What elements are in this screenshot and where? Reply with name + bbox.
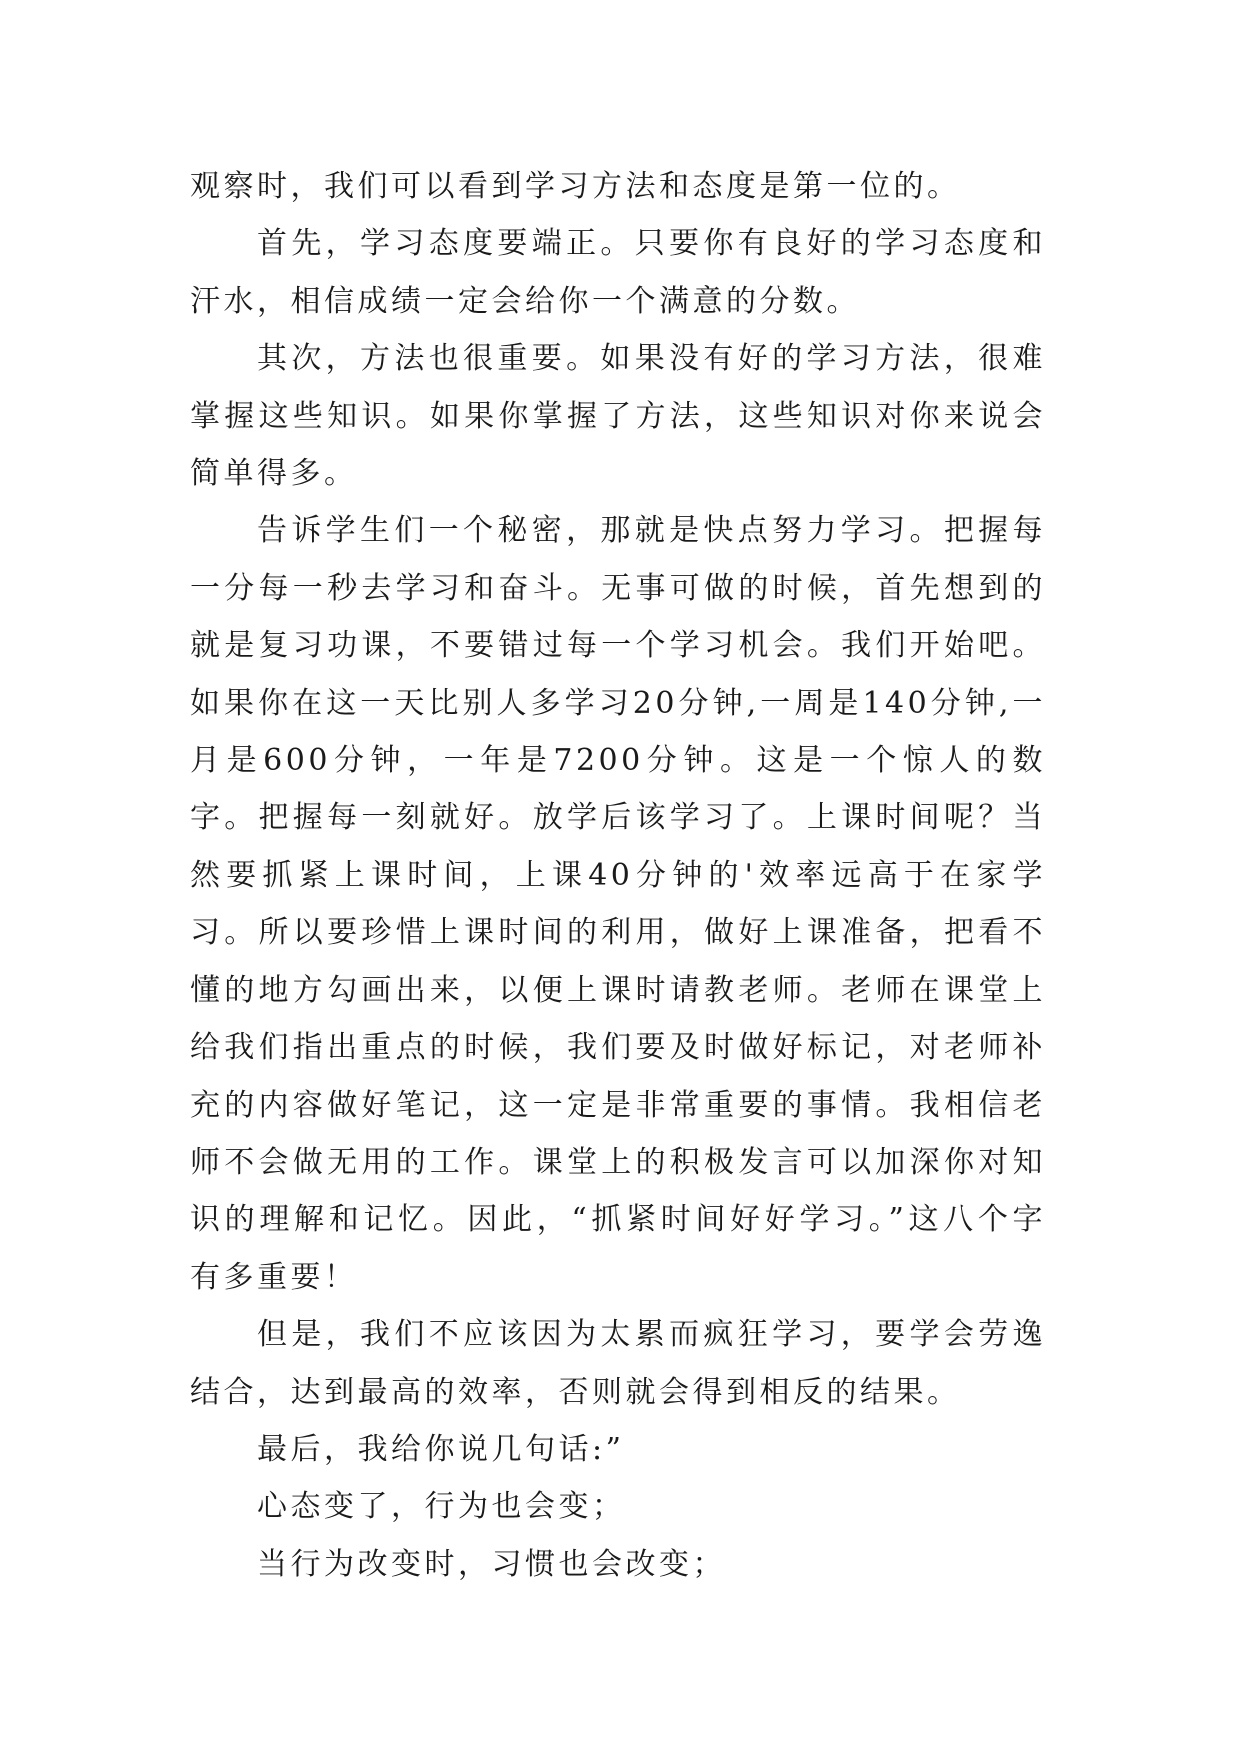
paragraph-habit: 当行为改变时，习惯也会改变； xyxy=(257,1546,726,1582)
paragraph-balance: 但是，我们不应该因为太累而疯狂学习，要学会劳逸结合，达到最高的效率，否则就会得到相反的结果。 xyxy=(190,1317,1046,1410)
paragraph-continuation: 观察时，我们可以看到学习方法和态度是第一位的。 xyxy=(190,169,961,204)
paragraph-closing-intro: 最后，我给你说几句话:” xyxy=(257,1431,625,1467)
document-body xyxy=(190,158,1046,1593)
paragraph-secret: 告诉学生们一个秘密，那就是快点努力学习。把握每一分每一秒去学习和奋斗。无事可做的时候，首先想到的就是复习功课，不要错过每一个学习机会。我们开始吧。如果你在这一天比别人多学习20分钟,一周是140分钟,一月是600分钟，一年是7200分钟。这是一个惊人的数字。把握每一刻就好。放学后该学习了。上课时间呢？当然要抓紧上课时间，上课40分钟的'效率远高于在家学习。所以要珍惜上课时间的利用，做好上课准备，把看不懂的地方勾画出来，以便上课时请教老师。老师在课堂上给我们指出重点的时候，我们要及时做好标记，对老师补充的内容做好笔记，这一定是非常重要的事情。我相信老师不会做无用的工作。课堂上的积极发言可以加深你对知识的理解和记忆。因此，“抓紧时间好好学习。”这八个字有多重要！ xyxy=(190,513,1046,1295)
paragraph-attitude: 首先，学习态度要端正。只要你有良好的学习态度和汗水，相信成绩一定会给你一个满意的分数。 xyxy=(190,226,1046,319)
paragraph-mindset: 心态变了，行为也会变； xyxy=(257,1489,626,1525)
paragraph-method: 其次，方法也很重要。如果没有好的学习方法，很难掌握这些知识。如果你掌握了方法，这些知识对你来说会简单得多。 xyxy=(190,341,1046,492)
